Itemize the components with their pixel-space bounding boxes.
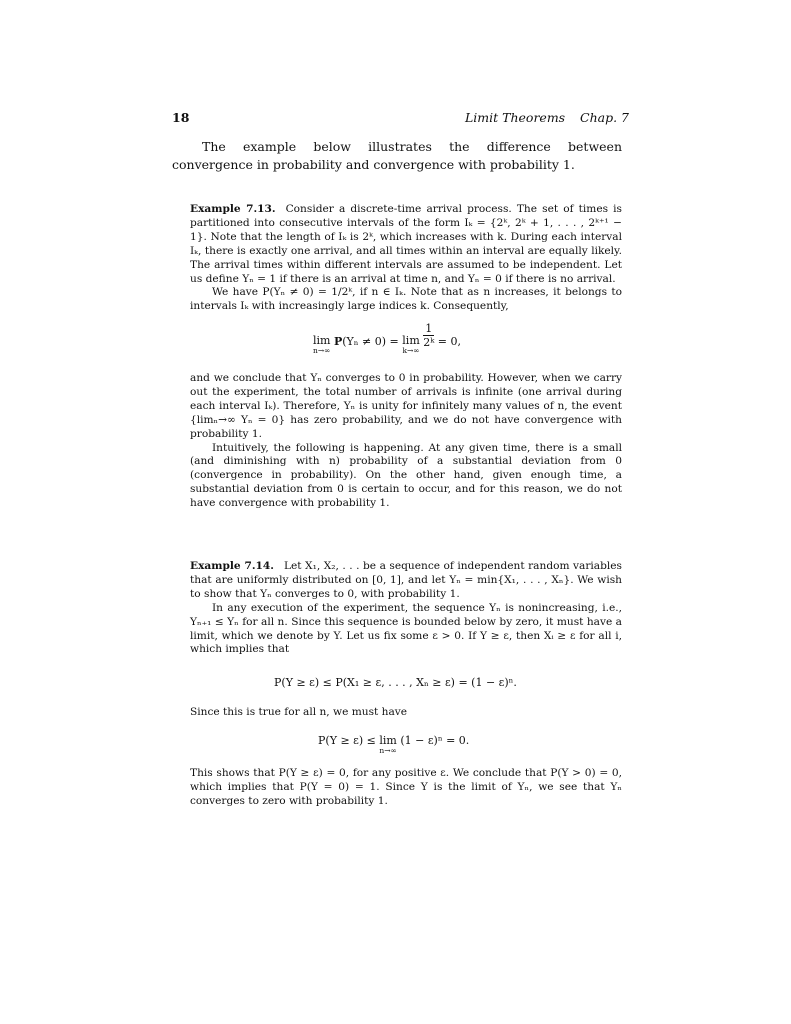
example-7-13-p3: and we conclude that Yₙ converges to 0 in probability. However, when we carry out the experiment, the total number of arrivals is infinite (one arrival during each interval Iₖ). Therefore, Yₙ is unity for infinitely many values of n, the event {limₙ→∞ Yₙ = 0} has zero probability, and we do not have convergence with probability 1. [190,372,622,440]
example-7-13-p4: Intuitively, the following is happening. At any given time, there is a small (and diminishing with n) probability of a substantial deviation from 0 (convergence in probability). On the other hand, given enough time, a substantial deviation from 0 is certain to occur, and for this reason, we do not have convergence with probability 1. [190,441,622,510]
eq3-lhs: P(Y ≥ ε) ≤ [318,734,376,747]
lim-word-1: lim [313,334,331,347]
example-7-14-p4: This shows that P(Y ≥ ε) = 0, for any positive ε. We conclude that P(Y > 0) = 0, which implies that P(Y = 0) = 1. Since Y is the limit of Yₙ, we see that Yₙ converges to zero with probability 1. [190,767,622,807]
lim-n-sub: n→∞ [313,346,331,355]
example-7-14-mid [190,706,622,720]
lim-n-2 [379,734,396,755]
fraction [423,322,434,349]
lim-k [402,334,419,355]
eq3-rhs: (1 − ε)ⁿ = 0. [400,734,470,747]
equation-7-14-b [318,734,469,755]
example-7-14-label: Example 7.14. [190,560,274,572]
prob-operator: P [333,334,343,348]
intro-paragraph [172,138,622,174]
example-7-13-p1-text: Consider a discrete-time arrival process. The set of times is partitioned into consecutive intervals of the form Iₖ = {2ᵏ, 2ᵏ + 1, . . . , 2ᵏ⁺¹ − 1}. Note that the length of Iₖ is 2ᵏ, which increases with k. During each interval Iₖ, there is exactly one arrival, and all times within an interval are equally likely. The arrival times within different intervals are assumed to be independent. Let us define Yₙ = 1 if there is an arrival at time n, and Yₙ = 0 if there is no arrival. [190,203,622,285]
eq1-lhs-rest: (Yₙ ≠ 0) = [342,334,399,348]
eq1-tail: = 0, [437,334,461,348]
lim-k-sub: k→∞ [402,346,420,355]
lim-word-3: lim [379,734,397,747]
fraction-denominator: 2ᵏ [423,336,435,349]
equation-7-14-a: P(Y ≥ ε) ≤ P(X₁ ≥ ε, . . . , Xₙ ≥ ε) = (1 − ε)ⁿ. [274,676,517,689]
example-7-14-end [190,767,622,809]
example-7-13-p2: We have P(Yₙ ≠ 0) = 1/2ᵏ, if n ∈ Iₖ. Note that as n increases, it belongs to intervals Iₖ with increasingly large indices k. Consequently, [190,286,622,313]
chapter-title: Limit Theorems [465,110,566,125]
equation-7-13 [313,322,461,355]
example-7-13-p1 [190,203,622,286]
fraction-numerator: 1 [423,322,434,336]
example-7-14-p2: In any execution of the experiment, the sequence Yₙ is nonincreasing, i.e., Yₙ₊₁ ≤ Yₙ for all n. Since this sequence is bounded below by zero, it must have a limit, which we denote by Y. Let us fix some ε > 0. If Y ≥ ε, then Xᵢ ≥ ε for all i, which implies that [190,601,622,656]
example-7-14-p1-text: Let X₁, X₂, . . . be a sequence of independent random variables that are uniformly distributed on [0, 1], and let Yₙ = min{X₁, . . . , Xₙ}. We wish to show that Yₙ converges to 0, with probability 1. [190,560,622,600]
example-7-14-p3: Since this is true for all n, we must have [190,706,408,718]
lim-word-2: lim [402,334,420,347]
page-number: 18 [172,110,190,125]
example-7-14-p1 [190,560,622,602]
example-7-14 [190,560,622,657]
lim-n [313,334,330,355]
lim-n-2-sub: n→∞ [379,746,397,755]
example-7-13-label: Example 7.13. [190,203,276,215]
intro-text: The example below illustrates the difference between convergence in probability and convergence with probability 1. [172,139,622,172]
eq1-lhs [334,335,399,348]
chapter-label: Chap. 7 [580,110,629,125]
example-7-13-cont [190,372,622,511]
example-7-13 [190,203,622,314]
